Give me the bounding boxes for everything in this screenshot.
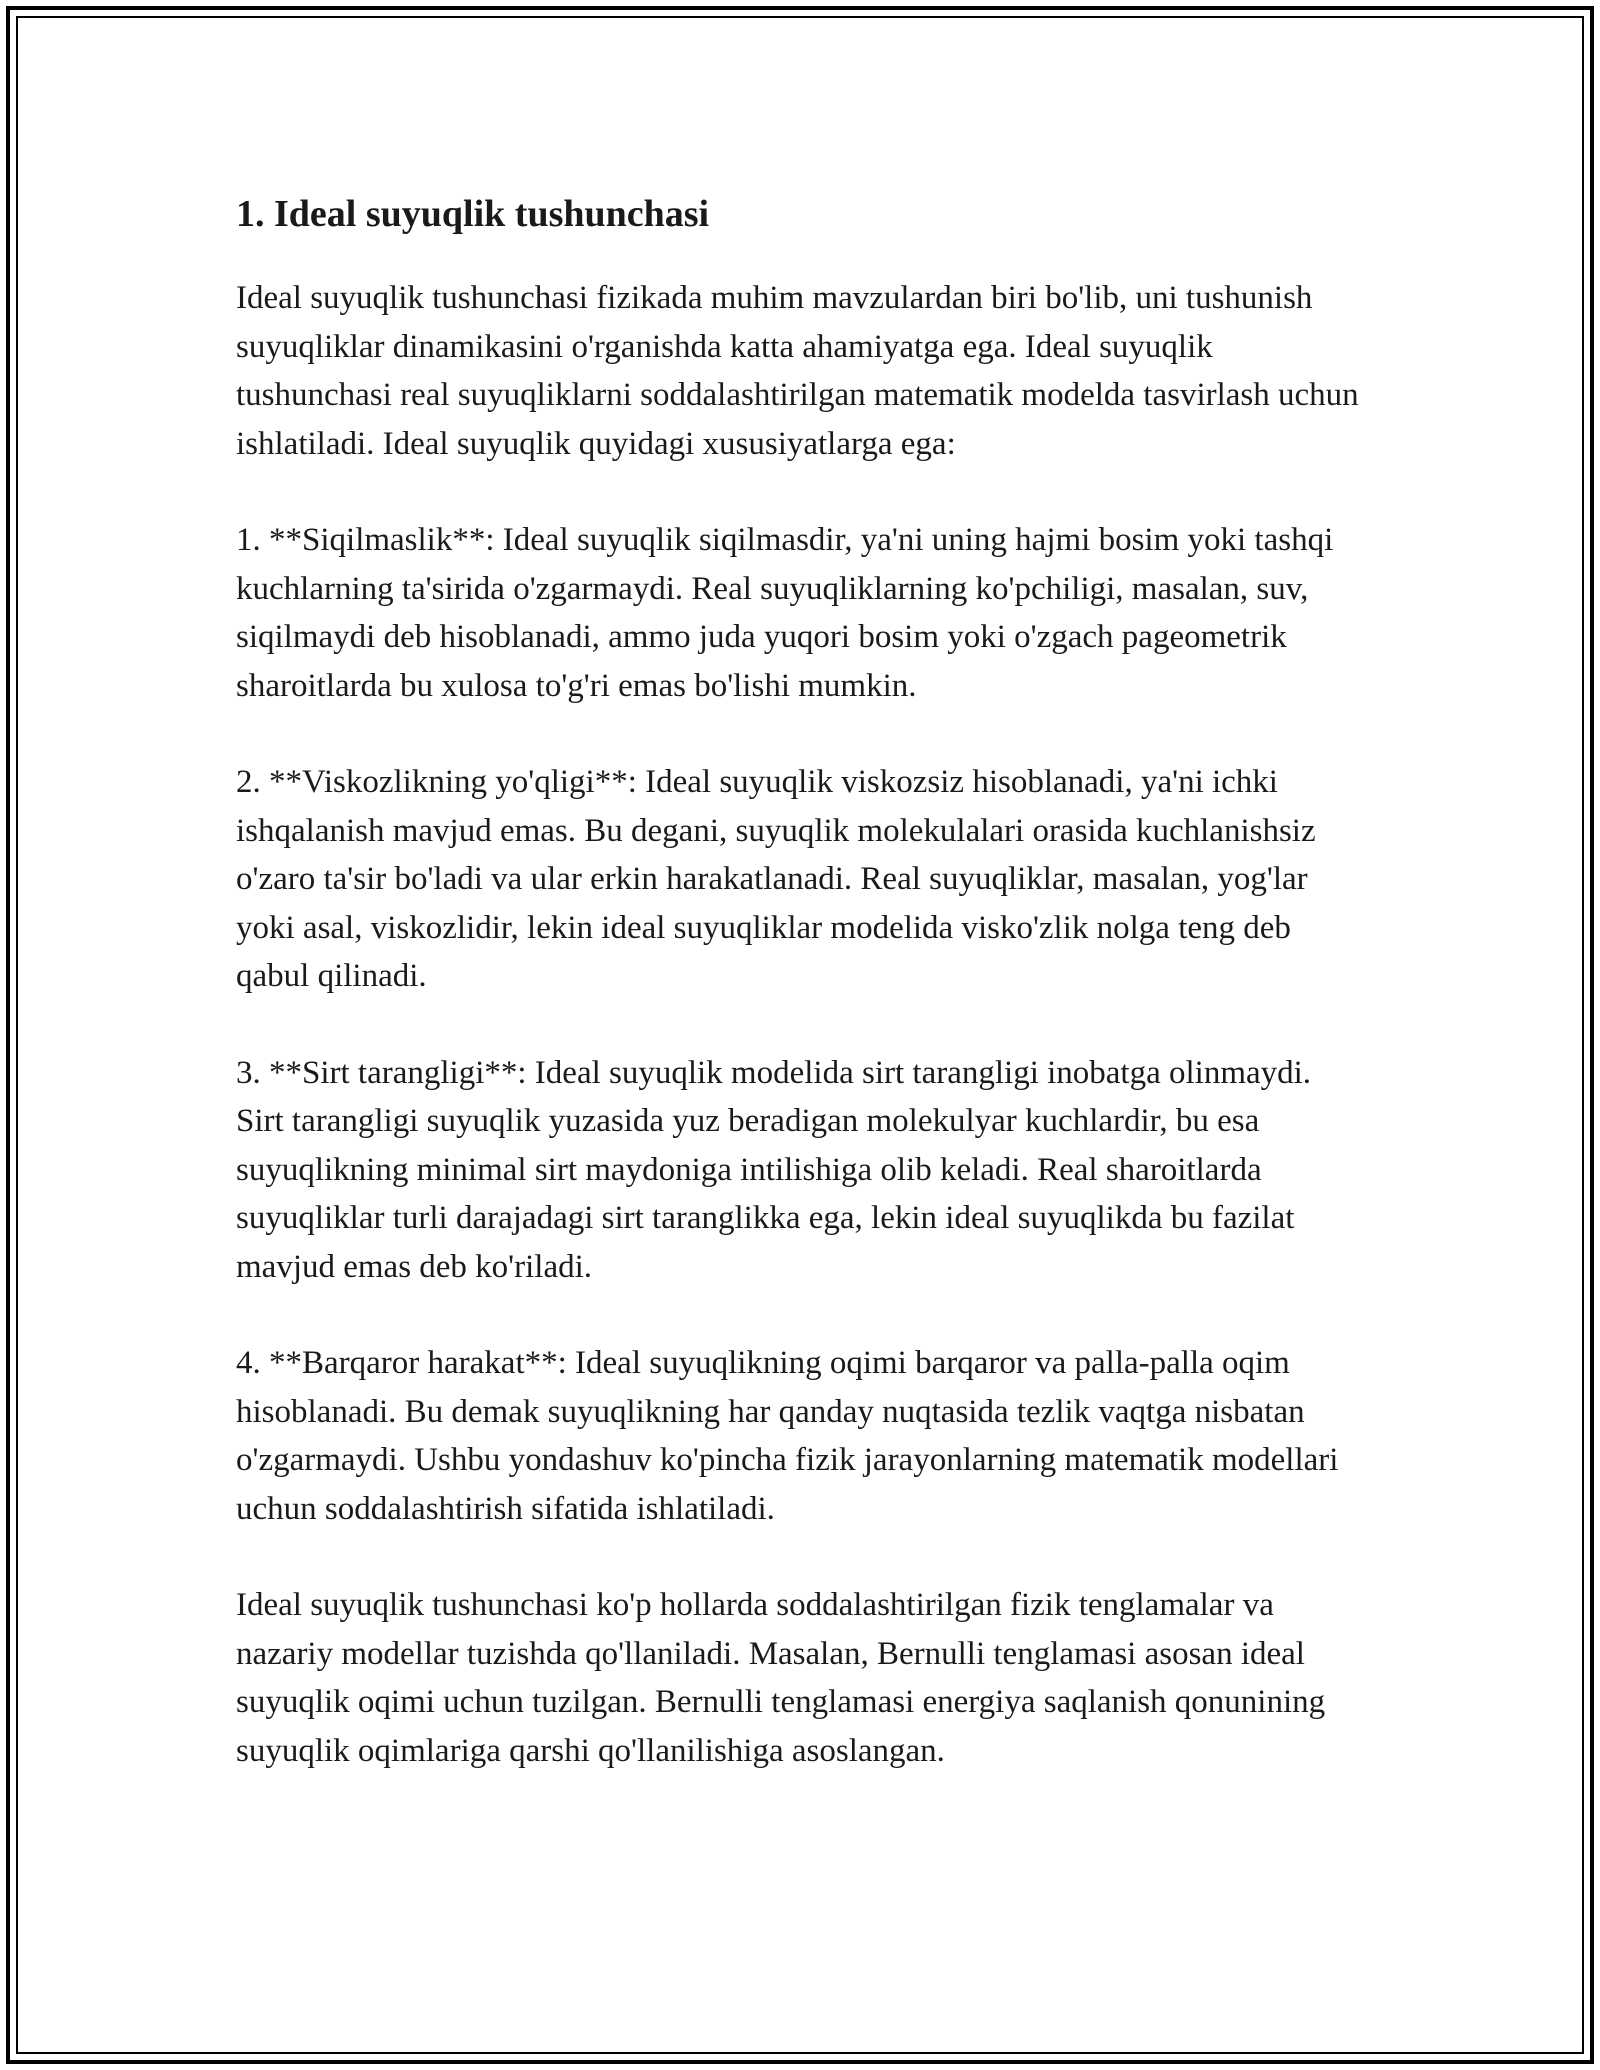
property-siqilmaslik-paragraph: 1. **Siqilmaslik**: Ideal suyuqlik siqilmasdir, ya'ni uning hajmi bosim yoki tashqi kuchlarning ta'sirida o'zgarmaydi. Real suyuqliklarning ko'pchiligi, masalan, suv, siqilmaydi deb hisoblanadi, ammo juda yuqori bosim yoki o'zgach pageometrik sharoitlarda bu xulosa to'g'ri emas bo'lishi mumkin. — [236, 522, 1334, 704]
section-title: 1. Ideal suyuqlik tushunchasi — [236, 193, 710, 235]
intro-paragraph: Ideal suyuqlik tushunchasi fizikada muhim mavzulardan biri bo'lib, uni tushunish suyuqliklar dinamikasini o'rganishda katta ahamiyatga ega. Ideal suyuqlik tushunchasi real suyuqliklarni soddalashtirilgan matematik modelda tasvirlash uchun ishlatiladi. Ideal suyuqlik quyidagi xususiyatlarga ega: — [236, 280, 1359, 462]
property-barqaror-harakat-paragraph: 4. **Barqaror harakat**: Ideal suyuqlikning oqimi barqaror va palla-palla oqim hisoblanadi. Bu demak suyuqlikning har qanday nuqtasida tezlik vaqtga nisbatan o'zgarmaydi. Ushbu yondashuv ko'pincha fizik jarayonlarning matematik modellari uchun soddalashtirish sifatida ishlatiladi. — [236, 1345, 1339, 1527]
property-viskozlik-paragraph: 2. **Viskozlikning yo'qligi**: Ideal suyuqlik viskozsiz hisoblanadi, ya'ni ichki ishqalanish mavjud emas. Bu degani, suyuqlik molekulalari orasida kuchlanishsiz o'zaro ta'sir bo'ladi va ular erkin harakatlanadi. Real suyuqliklar, masalan, yog'lar yoki asal, viskozlidir, lekin ideal suyuqliklar modelida visko'zlik nolga teng deb qabul qilinadi. — [236, 764, 1316, 994]
document-body — [236, 186, 1366, 1823]
conclusion-paragraph: Ideal suyuqlik tushunchasi ko'p hollarda soddalashtirilgan fizik tenglamalar va nazariy modellar tuzishda qo'llaniladi. Masalan, Bernulli tenglamasi asosan ideal suyuqlik oqimi uchun tuzilgan. Bernulli tenglamasi energiya saqlanish qonunining suyuqlik oqimlariga qarshi qo'llanilishiga asoslangan. — [236, 1587, 1326, 1769]
property-sirt-tarangligi-paragraph: 3. **Sirt tarangligi**: Ideal suyuqlik modelida sirt tarangligi inobatga olinmaydi. Sirt tarangligi suyuqlik yuzasida yuz beradigan molekulyar kuchlardir, bu esa suyuqlikning minimal sirt maydoniga intilishiga olib keladi. Real sharoitlarda suyuqliklar turli darajadagi sirt taranglikka ega, lekin ideal suyuqlikda bu fazilat mavjud emas deb ko'riladi. — [236, 1054, 1312, 1285]
